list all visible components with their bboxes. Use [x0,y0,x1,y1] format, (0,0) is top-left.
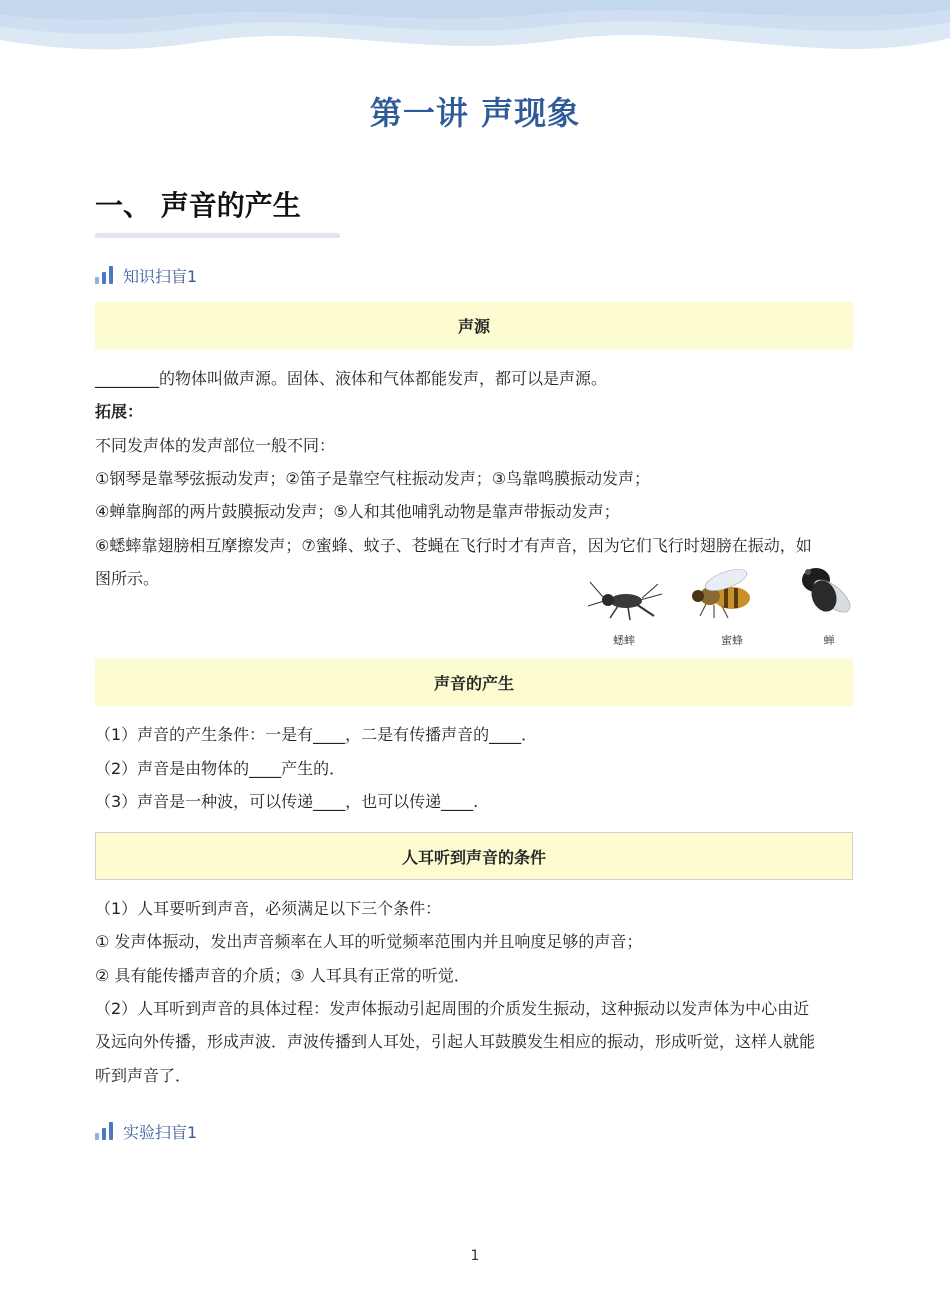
page-title: 第一讲 声现象 [369,94,581,132]
sound-source-line: 不同发声体的发声部位一般不同： [95,436,336,455]
production-line: （2）声音是由物体的____产生的． [95,759,346,778]
bee-image [692,565,750,618]
top-wave-decoration [0,0,950,70]
box-header-sound-production: 声音的产生 [95,659,853,706]
knowledge-scan-text: 知识扫盲1 [123,266,198,286]
section-heading: 一、 声音的产生 [95,189,301,222]
box-header-sound-source: 声源 [95,302,853,349]
bar-chart-icon [95,266,113,284]
hearing-line: 及远向外传播，形成声波．声波传播到人耳处，引起人耳鼓膜发生相应的振动，形成听觉，这样人就能 [95,1032,816,1051]
production-line: （3）声音是一种波，可以传递____，也可以传递____. [95,792,479,811]
extension-label: 拓展： [95,402,144,421]
hearing-line: ② 具有能传播声音的介质；③ 人耳具有正常的听觉． [95,966,470,985]
cricket-image [588,582,662,620]
insect-label-cicada: 蝉 [823,634,835,647]
box-header-hearing-conditions: 人耳听到声音的条件 [95,832,853,880]
knowledge-scan-label [95,263,197,287]
sound-source-definition: ________的物体叫做声源。固体、液体和气体都能发声，都可以是声源。 [95,369,608,388]
production-line: （1）声音的产生条件：一是有____，二是有传播声音的____． [95,725,538,744]
experiment-scan-label [95,1119,197,1143]
insect-label-bee: 蜜蜂 [721,634,743,647]
hearing-line: （1）人耳要听到声音，必须满足以下三个条件： [95,899,442,918]
page-number: 1 [470,1248,480,1264]
experiment-scan-text: 实验扫盲1 [123,1122,198,1142]
sound-source-line: ⑥蟋蟀靠翅膀相互摩擦发声；⑦蜜蜂、蚊子、苍蝇在飞行时才有声音，因为它们飞行时翅膀在振动，如 [95,536,812,555]
sound-source-line: 图所示。 [95,569,160,588]
hearing-line: （2）人耳听到声音的具体过程：发声体振动引起周围的介质发生振动，这种振动以发声体为中心由近 [95,999,810,1018]
cicada-image [802,568,855,618]
section-underline [95,233,340,238]
hearing-line: 听到声音了． [95,1066,192,1085]
bar-chart-icon [95,1122,113,1140]
sound-source-line: ①钢琴是靠琴弦振动发声；②笛子是靠空气柱振动发声；③鸟靠鸣膜振动发声； [95,469,651,488]
sound-source-line: ④蝉靠胸部的两片鼓膜振动发声；⑤人和其他哺乳动物是靠声带振动发声； [95,502,620,521]
hearing-line: ① 发声体振动，发出声音频率在人耳的听觉频率范围内并且响度足够的声音； [95,932,643,951]
insect-label-cricket: 蟋蟀 [613,634,635,647]
